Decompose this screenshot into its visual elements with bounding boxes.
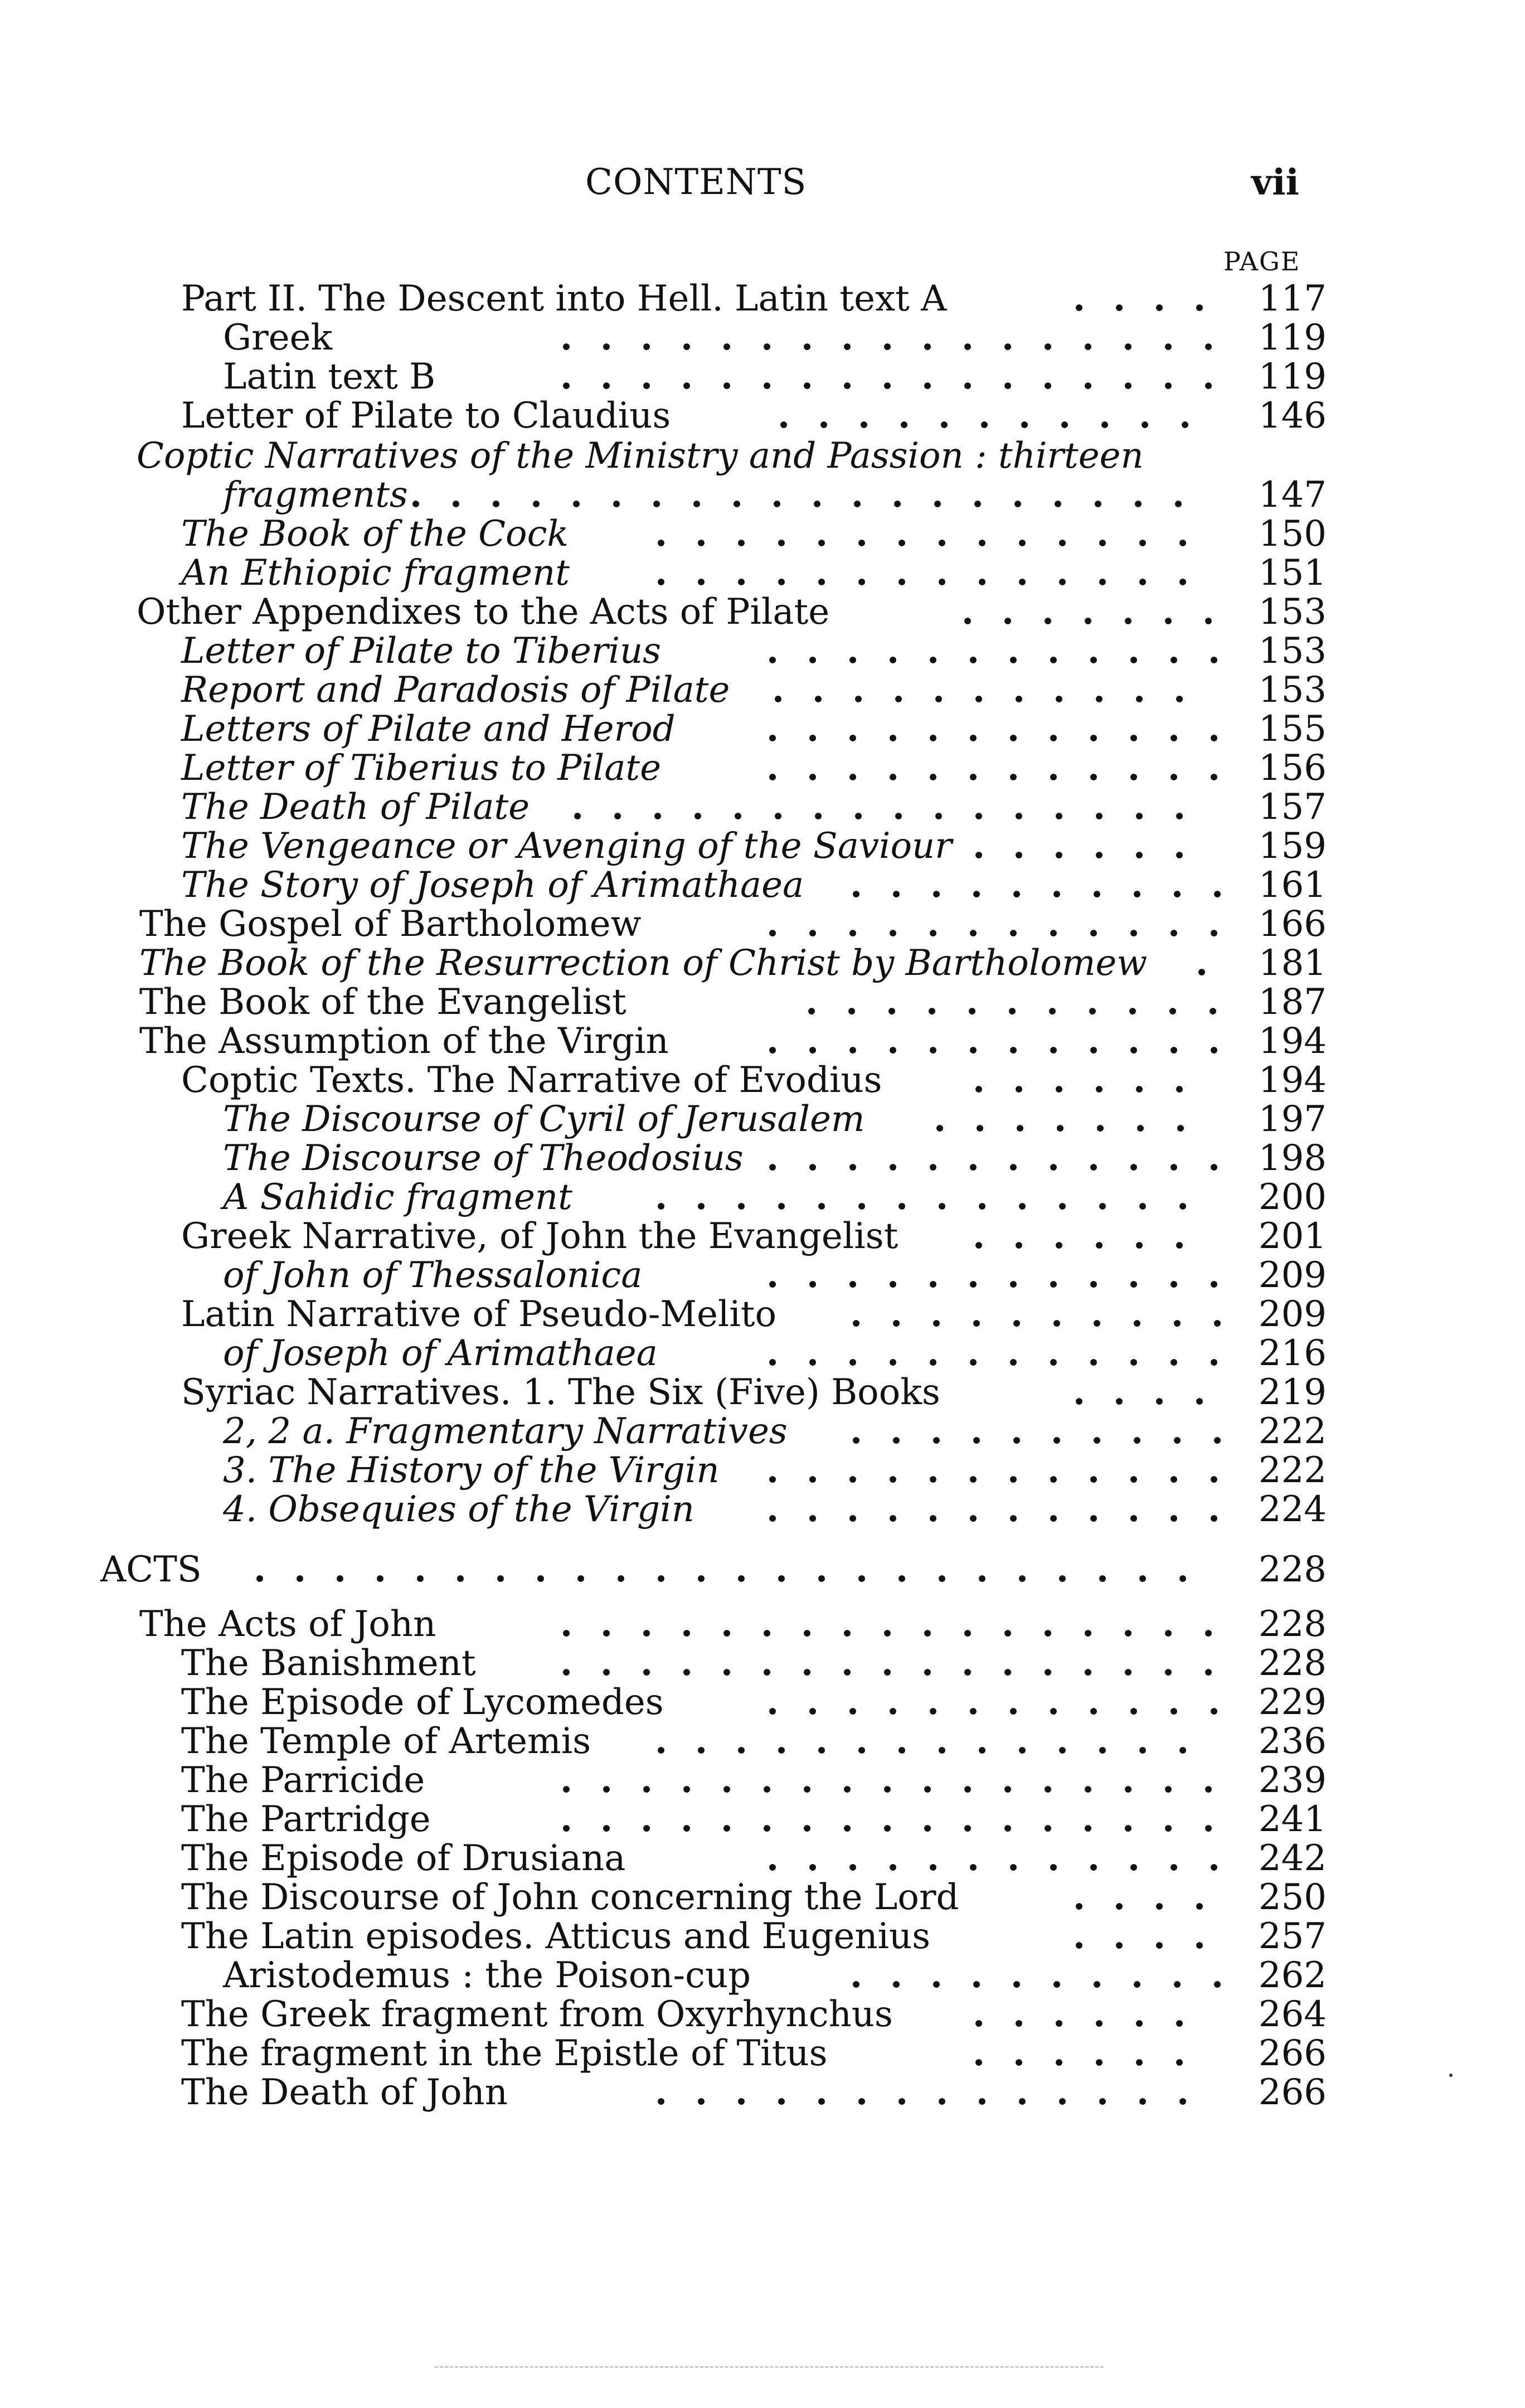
toc-entry-page: 146 xyxy=(1258,395,1327,436)
toc-entry-title: The Book of the Evangelist xyxy=(139,982,626,1023)
toc-entry-page: 161 xyxy=(1258,865,1327,906)
dot-leader: . . . . . . . . . . . . . . . . . xyxy=(560,357,1215,397)
dot-leader: . . . . . . . . . . . . xyxy=(766,1021,1221,1061)
toc-entry-page: 194 xyxy=(1258,1021,1327,1062)
toc-entry-page: 228 xyxy=(1258,1604,1327,1645)
toc-entry xyxy=(0,826,1327,866)
toc-entry xyxy=(0,1643,1327,1683)
dot-leader: . . . . . . . . . . . xyxy=(805,982,1220,1022)
toc-entry-title: of John of Thessalonica xyxy=(223,1255,643,1296)
toc-entry xyxy=(0,982,1327,1022)
toc-entry-page: 119 xyxy=(1258,317,1327,358)
toc-entry-page: 200 xyxy=(1258,1177,1327,1218)
toc-entry-page: 262 xyxy=(1258,1955,1327,1996)
toc-entry-page: 242 xyxy=(1258,1838,1327,1879)
toc-entry-page: 266 xyxy=(1258,2033,1327,2074)
toc-entry xyxy=(0,2033,1327,2074)
dot-leader: . . . . . . xyxy=(972,826,1186,866)
toc-entry-page: 219 xyxy=(1258,1372,1327,1413)
toc-entry-page: 241 xyxy=(1258,1799,1327,1840)
toc-entry xyxy=(0,1799,1327,1839)
toc-entry xyxy=(0,1333,1327,1373)
toc-entry-title: An Ethiopic fragment xyxy=(181,552,570,594)
toc-entry xyxy=(0,1294,1327,1334)
toc-entry-title: The Discourse of Cyril of Jerusalem xyxy=(223,1099,865,1140)
toc-entry xyxy=(0,1721,1327,1761)
toc-entry-page: 166 xyxy=(1258,904,1327,945)
dot-leader: . . . . . . . . . . . . . . . . . xyxy=(560,318,1215,358)
toc-entry xyxy=(0,1021,1327,1061)
toc-entry xyxy=(0,1060,1327,1100)
toc-entry-page: 209 xyxy=(1258,1294,1327,1335)
toc-entry-title: Part II. The Descent into Hell. Latin text A xyxy=(181,278,947,319)
toc-entry-title: The Discourse of John concerning the Lord xyxy=(181,1877,959,1918)
toc-entry-title: The Partridge xyxy=(181,1799,431,1840)
toc-entry-title: The Latin episodes. Atticus and Eugenius xyxy=(181,1916,931,1957)
toc-entry-title: A Sahidic fragment xyxy=(223,1177,572,1218)
dot-leader: . . . . . . . . . . . . xyxy=(766,1838,1221,1878)
toc-entry xyxy=(0,1838,1327,1878)
toc-entry xyxy=(0,279,1327,319)
toc-entry xyxy=(0,592,1327,632)
toc-entry-page: 150 xyxy=(1258,513,1327,555)
toc-entry-title: The Death of Pilate xyxy=(181,787,530,828)
dot-leader: . . . . . . . . . . xyxy=(849,865,1224,905)
dot-leader: . . . . . . . . . . . . . . . . . xyxy=(560,1799,1215,1839)
toc-entry-page: 239 xyxy=(1258,1760,1327,1801)
toc-entry xyxy=(0,514,1327,554)
toc-entry-page: 157 xyxy=(1258,787,1327,828)
toc-entry-page: 209 xyxy=(1258,1255,1327,1296)
toc-entry-page: 264 xyxy=(1258,1994,1327,2035)
toc-entry-page: 153 xyxy=(1258,591,1327,633)
toc-entry-page: 197 xyxy=(1258,1099,1327,1140)
dot-leader: . . . . . . . . . . . . . . . . . . . . . . . . xyxy=(253,1550,1189,1590)
dot-leader: . . . . . . . . . . . . . . . . . xyxy=(560,1643,1215,1683)
toc-entry-title: The Banishment xyxy=(181,1643,476,1684)
toc-entry xyxy=(0,631,1327,671)
toc-entry-page: 147 xyxy=(1258,474,1327,516)
toc-entry-title: Greek Narrative, of John the Evangelist xyxy=(181,1216,899,1257)
toc-entry-title: The Gospel of Bartholomew xyxy=(139,904,642,945)
toc-entry-title: Letter of Pilate to Claudius xyxy=(181,395,671,436)
toc-entry-page: 119 xyxy=(1258,356,1327,397)
dot-leader: . . . . . . . . . . . . . . xyxy=(654,1721,1189,1761)
toc-entry xyxy=(0,1099,1327,1139)
toc-entry-title: The Parricide xyxy=(181,1760,425,1801)
toc-entry-title: 2, 2 a. Fragmentary Narratives xyxy=(223,1411,788,1452)
toc-entry-title: Report and Paradosis of Pilate xyxy=(181,669,730,711)
toc-entry-title: Coptic Narratives of the Ministry and Passion : thirteen xyxy=(137,435,1144,477)
toc-entry-title: fragments xyxy=(223,474,408,516)
dot-leader: . . . . . . . . . . . . xyxy=(766,1450,1221,1491)
toc-entry xyxy=(0,1877,1327,1917)
toc-entry-title: Latin Narrative of Pseudo-Melito xyxy=(181,1294,777,1335)
toc-entry xyxy=(0,1955,1327,1996)
toc-entry-page: 159 xyxy=(1258,826,1327,867)
toc-entry xyxy=(0,318,1327,358)
page-header xyxy=(0,162,1525,212)
toc-entry xyxy=(0,1994,1327,2035)
dot-leader: . . . . . . . . . . . . xyxy=(766,1682,1221,1722)
toc-entry-title: Aristodemus : the Poison-cup xyxy=(223,1955,751,1996)
toc-entry xyxy=(0,1489,1327,1530)
toc-entry-title: The Discourse of Theodosius xyxy=(223,1138,744,1179)
toc-entry xyxy=(0,787,1327,827)
toc-entry-title: of Joseph of Arimathaea xyxy=(223,1333,658,1374)
toc-entry-page: 153 xyxy=(1258,669,1327,711)
toc-entry-title: Syriac Narratives. 1. The Six (Five) Books xyxy=(181,1372,940,1413)
toc-entry xyxy=(0,553,1327,593)
dot-leader: . . . . . . . . . . xyxy=(849,1955,1224,1996)
dot-leader: . . . . xyxy=(1072,1372,1206,1412)
toc-entry xyxy=(0,436,1327,476)
toc-entry xyxy=(0,1177,1327,1217)
toc-entry xyxy=(0,1450,1327,1491)
toc-entry-page: 224 xyxy=(1258,1489,1327,1530)
dot-leader: . . . . . . . . . . xyxy=(849,1294,1224,1334)
toc-entry xyxy=(0,1138,1327,1178)
toc-entry-page: 156 xyxy=(1258,747,1327,789)
toc-entry-title: The Vengeance or Avenging of the Saviour xyxy=(181,826,952,867)
toc-entry-page: 236 xyxy=(1258,1721,1327,1762)
toc-entry-title: The Acts of John xyxy=(139,1604,436,1645)
toc-entry-page: 151 xyxy=(1258,552,1327,594)
toc-entry xyxy=(0,1760,1327,1800)
dot-leader: . . . . . . xyxy=(972,2033,1186,2074)
dot-leader: . . . . . . . . . . . . . . xyxy=(654,514,1189,554)
toc-entry-title: The Assumption of the Virgin xyxy=(139,1021,669,1062)
toc-entry xyxy=(0,1916,1327,1957)
toc-entry xyxy=(0,865,1327,905)
toc-entry-page: 216 xyxy=(1258,1333,1327,1374)
toc-entry-page: 266 xyxy=(1258,2072,1327,2113)
toc-entry-title: The Greek fragment from Oxyrhynchus xyxy=(181,1994,893,2035)
dot-leader: . . . . . . . . . . . . xyxy=(766,1489,1221,1530)
toc-entry-page: 198 xyxy=(1258,1138,1327,1179)
dot-leader: . . . . . . xyxy=(972,1994,1186,2035)
toc-entry xyxy=(0,904,1327,944)
dot-leader: . . . . xyxy=(1072,1916,1206,1957)
toc-entry-page: 229 xyxy=(1258,1682,1327,1723)
toc-entry-page: 250 xyxy=(1258,1877,1327,1918)
toc-entry-page: 228 xyxy=(1258,1549,1327,1590)
page-folio: vii xyxy=(1251,162,1299,203)
bottom-scan-noise xyxy=(435,2366,1104,2370)
toc-entry-page: 117 xyxy=(1258,278,1327,319)
toc-entry-title: Letters of Pilate and Herod xyxy=(181,708,676,750)
dot-leader: . . . . . . . . . . . . . . . . . xyxy=(560,1760,1215,1800)
toc-entry-title: The fragment in the Epistle of Titus xyxy=(181,2033,828,2074)
toc-entry-page: 194 xyxy=(1258,1060,1327,1101)
toc-entry xyxy=(0,357,1327,397)
dot-leader: . . . . . . . xyxy=(933,1099,1187,1139)
toc-entry xyxy=(0,1411,1327,1451)
dot-leader: . . . . . . xyxy=(972,1216,1186,1256)
toc-entry-title: Greek xyxy=(223,317,333,358)
toc-entry-title: Latin text B xyxy=(223,356,436,397)
dot-leader: . . . . . . . . . . . . . . xyxy=(654,553,1189,593)
dot-leader: . . . . . . . . . . . xyxy=(771,670,1186,710)
toc-entry xyxy=(0,2072,1327,2113)
toc-entry-page: 187 xyxy=(1258,982,1327,1023)
toc-entry-title: The Episode of Drusiana xyxy=(181,1838,626,1879)
toc-entry xyxy=(0,1682,1327,1722)
toc-entry xyxy=(0,1255,1327,1295)
toc-entry xyxy=(0,670,1327,710)
dot-leader: . . . . . . . xyxy=(961,592,1215,632)
toc-entry xyxy=(0,1550,1327,1590)
toc-entry-title: The Story of Joseph of Arimathaea xyxy=(181,865,804,906)
dot-leader: . . . . . . . . . . . . . . . . . xyxy=(560,1604,1215,1644)
toc-entry xyxy=(0,943,1327,983)
dot-leader: . . . . . . . . . . xyxy=(849,1411,1224,1451)
toc-entry-title: The Temple of Artemis xyxy=(181,1721,591,1762)
toc-entry-title: 4. Obsequies of the Virgin xyxy=(223,1489,694,1530)
dot-leader: . . . . . . . . . . . . xyxy=(766,904,1221,944)
toc-entry-title: The Book of the Resurrection of Christ by Bartholomew xyxy=(139,943,1148,984)
toc-entry xyxy=(0,748,1327,788)
toc-entry-title: The Death of John xyxy=(181,2072,508,2113)
toc-entry-title: The Episode of Lycomedes xyxy=(181,1682,664,1723)
toc-entry-title: Letter of Pilate to Tiberius xyxy=(181,630,661,672)
dot-leader: . . . . . . . . . . . . xyxy=(766,1333,1221,1373)
toc-entry xyxy=(0,475,1327,515)
toc-entry-title: 3. The History of the Virgin xyxy=(223,1450,720,1491)
toc-entry-page: 181 xyxy=(1258,943,1327,984)
dot-leader: . . . . . . . . . . . . xyxy=(766,1138,1221,1178)
toc-entry-title: The Book of the Cock xyxy=(181,513,569,555)
toc-entry-title: Coptic Texts. The Narrative of Evodius xyxy=(181,1060,882,1101)
toc-entry-page: 222 xyxy=(1258,1411,1327,1452)
dot-leader: . . . . . . . . . . . . xyxy=(766,631,1221,671)
toc-entry-page: 222 xyxy=(1258,1450,1327,1491)
toc-entry xyxy=(0,1372,1327,1412)
dot-leader: . xyxy=(1195,943,1208,983)
page-column-label: PAGE xyxy=(1223,246,1301,276)
toc-entry xyxy=(0,1604,1327,1644)
dot-leader: . . . . . . . . . . . . . . xyxy=(654,2072,1189,2113)
dot-leader: . . . . . . . . . . . . xyxy=(766,748,1221,788)
dot-leader: . . . . . . . . . . . . . . . . xyxy=(571,787,1186,827)
toc-entry-page: 228 xyxy=(1258,1643,1327,1684)
toc-entry xyxy=(0,396,1327,436)
toc-entry xyxy=(0,709,1327,749)
toc-entry-page: 201 xyxy=(1258,1216,1327,1257)
dot-leader: . . . . . . . . . . . . . . . . . . . . xyxy=(409,475,1185,515)
dot-leader: . . . . . . . . . . . . xyxy=(766,1255,1221,1295)
dot-leader: . . . . xyxy=(1072,1877,1206,1917)
dot-leader: . . . . . . . . . . . xyxy=(777,396,1192,436)
toc-entry-title: ACTS xyxy=(100,1549,202,1590)
toc-entry-title: Other Appendixes to the Acts of Pilate xyxy=(137,591,830,633)
dot-leader: . . . . . . . . . . . . . . xyxy=(654,1177,1189,1217)
toc-entry-page: 257 xyxy=(1258,1916,1327,1957)
toc-entry-page: 153 xyxy=(1258,630,1327,672)
toc-entry-title: Letter of Tiberius to Pilate xyxy=(181,747,661,789)
margin-speck xyxy=(1449,2074,1453,2077)
dot-leader: . . . . xyxy=(1072,279,1206,319)
toc-entry xyxy=(0,1216,1327,1256)
dot-leader: . . . . . . . . . . . . xyxy=(766,709,1221,749)
toc-entry-page: 155 xyxy=(1258,708,1327,750)
running-title: CONTENTS xyxy=(585,162,807,203)
dot-leader: . . . . . . xyxy=(972,1060,1186,1100)
